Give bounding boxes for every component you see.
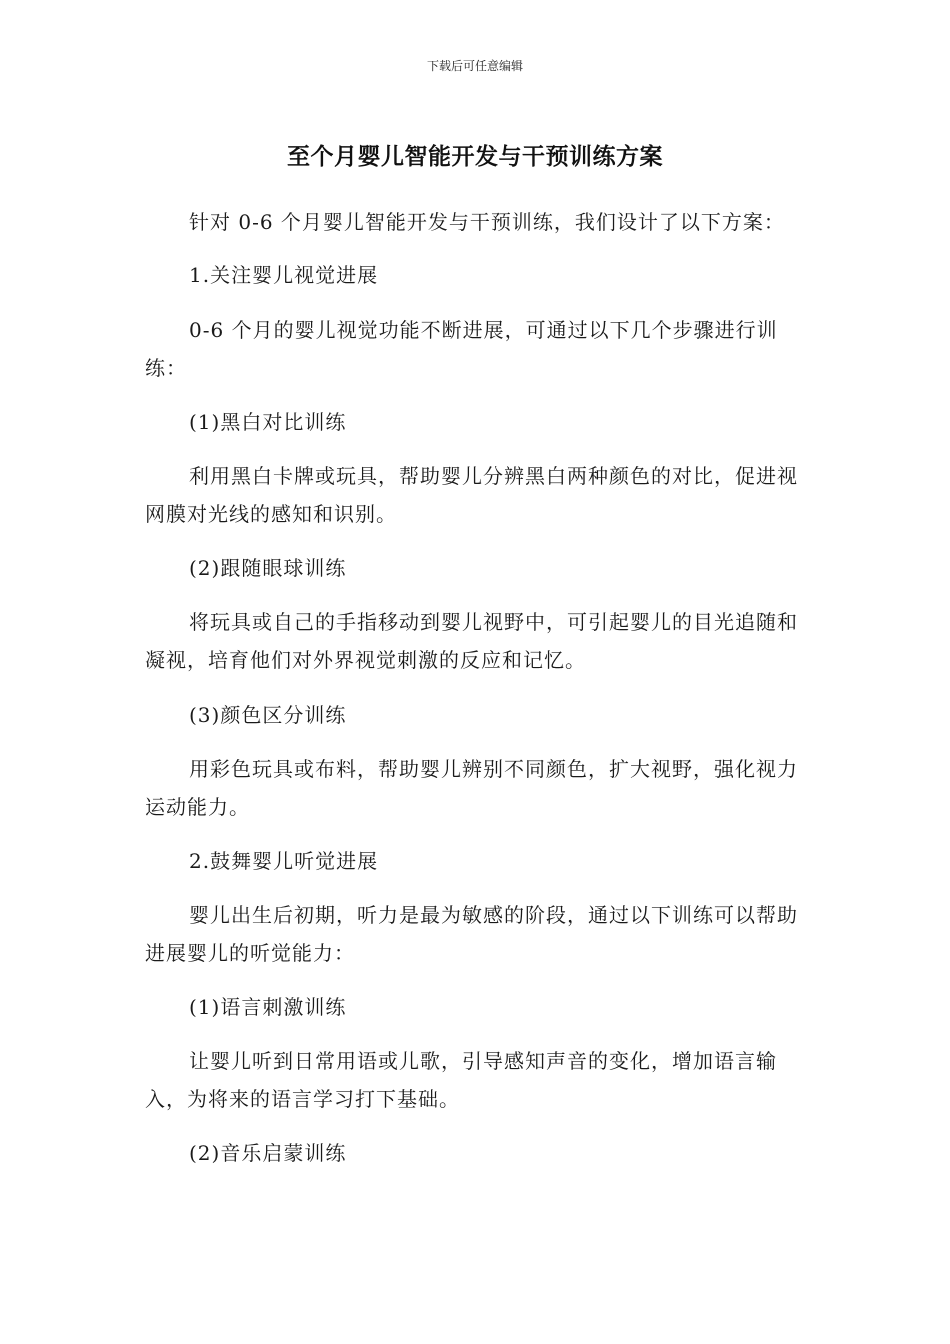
- paragraph-eye-tracking: 将玩具或自己的手指移动到婴儿视野中，可引起婴儿的目光追随和凝视，培育他们对外界视觉刺激的反应和记忆。: [145, 610, 798, 672]
- subheading-black-white: (1)黑白对比训练: [189, 410, 347, 434]
- paragraph-language: 让婴儿听到日常用语或儿歌，引导感知声音的变化，增加语言输入，为将来的语言学习打下基础。: [145, 1049, 777, 1111]
- paragraph-visual-intro: 0-6 个月的婴儿视觉功能不断进展，可通过以下几个步骤进行训练：: [145, 318, 778, 380]
- section-heading-visual: 1.关注婴儿视觉进展: [189, 263, 379, 287]
- header-note: 下载后可任意编辑: [426, 59, 523, 73]
- paragraph-color: 用彩色玩具或布料，帮助婴儿辨别不同颜色，扩大视野，强化视力运动能力。: [145, 757, 798, 819]
- subheading-music: (2)音乐启蒙训练: [189, 1141, 347, 1165]
- document-title: 至个月婴儿智能开发与干预训练方案: [287, 144, 663, 170]
- paragraph-black-white: 利用黑白卡牌或玩具，帮助婴儿分辨黑白两种颜色的对比，促进视网膜对光线的感知和识别。: [145, 464, 798, 526]
- subheading-language: (1)语言刺激训练: [189, 995, 347, 1019]
- paragraph-hearing-intro: 婴儿出生后初期，听力是最为敏感的阶段，通过以下训练可以帮助进展婴儿的听觉能力：: [145, 903, 798, 965]
- intro-paragraph: 针对 0-6 个月婴儿智能开发与干预训练，我们设计了以下方案：: [189, 210, 785, 234]
- subheading-eye-tracking: (2)跟随眼球训练: [189, 556, 347, 580]
- section-heading-hearing: 2.鼓舞婴儿听觉进展: [189, 849, 379, 873]
- subheading-color: (3)颜色区分训练: [189, 703, 347, 727]
